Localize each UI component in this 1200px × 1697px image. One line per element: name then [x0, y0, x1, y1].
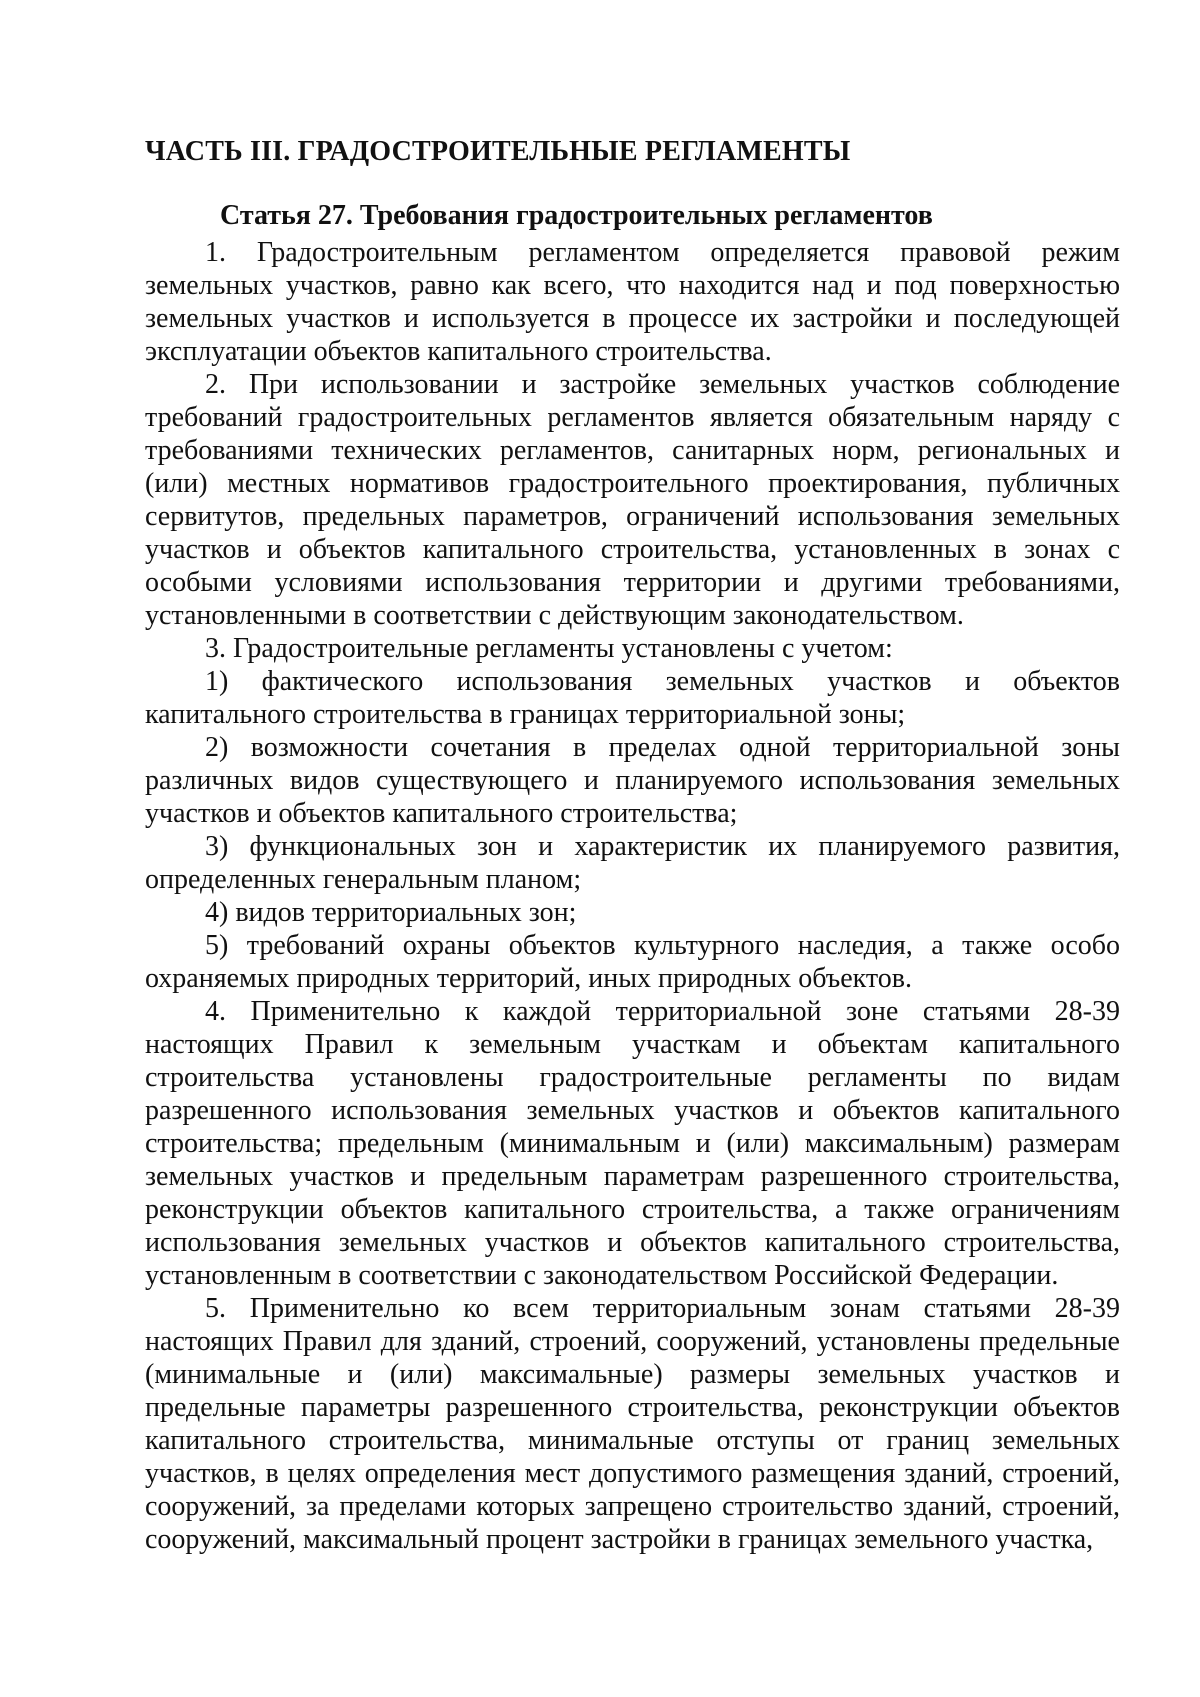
paragraph-subitem-5: 5) требований охраны объектов культурного наследия, а также особо охраняемых природных территорий, иных природных объектов. — [145, 930, 1120, 994]
paragraph-item-3: 3. Градостроительные регламенты установлены с учетом: — [205, 633, 893, 664]
paragraph-item-4: 4. Применительно к каждой территориальной зоне статьями 28-39 настоящих Правил к земельным участкам и объектам капитального строительства установлены градостроительные регламенты по видам разрешенного использования земельных участков и объектов капитального строительства; предельным (минимальным и (или) максимальным) размерам земельных участков и предельным параметрам разрешенного строительства, реконструкции объектов капитального строительства, а также ограничениям использования земельных участков и объектов капитального строительства, установленным в соответствии с законодательством Российской Федерации. — [145, 996, 1120, 1291]
article-body — [145, 236, 1120, 1556]
part-title: ЧАСТЬ III. ГРАДОСТРОИТЕЛЬНЫЕ РЕГЛАМЕНТЫ — [145, 136, 851, 167]
document-page — [145, 0, 1120, 1556]
paragraph-subitem-2: 2) возможности сочетания в пределах одной территориальной зоны различных видов существующего и планируемого использования земельных участков и объектов капитального строительства; — [145, 732, 1120, 829]
paragraph-subitem-1: 1) фактического использования земельных участков и объектов капитального строительства в границах территориальной зоны; — [145, 666, 1120, 730]
paragraph-item-5: 5. Применительно ко всем территориальным зонам статьями 28-39 настоящих Правил для зданий, строений, сооружений, установлены предельные (минимальные и (или) максимальные) размеры земельных участков и предельные параметры разрешенного строительства, реконструкции объектов капитального строительства, минимальные отступы от границ земельных участков, в целях определения мест допустимого размещения зданий, строений, сооружений, за пределами которых запрещено строительство зданий, строений, сооружений, максимальный процент застройки в границах земельного участка, — [145, 1293, 1120, 1555]
paragraph-item-2: 2. При использовании и застройке земельных участков соблюдение требований градостроительных регламентов является обязательным наряду с требованиями технических регламентов, санитарных норм, региональных и (или) местных нормативов градостроительного проектирования, публичных сервитутов, предельных параметров, ограничений использования земельных участков и объектов капитального строительства, установленных в зонах с особыми условиями использования территории и другими требованиями, установленными в соответствии с действующим законодательством. — [145, 369, 1120, 631]
paragraph-item-1: 1. Градостроительным регламентом определяется правовой режим земельных участков, равно как всего, что находится над и под поверхностью земельных участков и используется в процессе их застройки и последующей эксплуатации объектов капитального строительства. — [145, 237, 1120, 367]
paragraph-subitem-4: 4) видов территориальных зон; — [205, 897, 577, 928]
paragraph-subitem-3: 3) функциональных зон и характеристик их планируемого развития, определенных генеральным планом; — [145, 831, 1120, 895]
article-title: Статья 27. Требования градостроительных регламентов — [220, 200, 933, 231]
